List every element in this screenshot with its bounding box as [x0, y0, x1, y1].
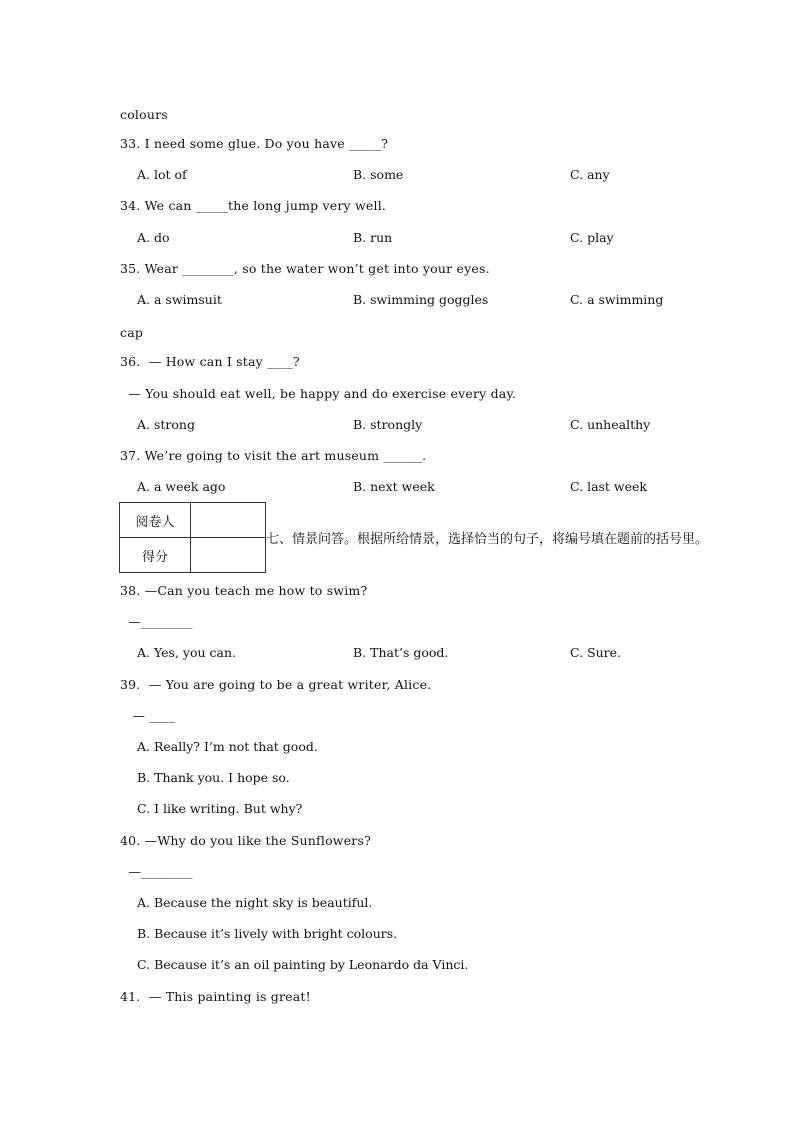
q33-option-c[interactable]: C. any: [570, 167, 610, 182]
q40-option-a[interactable]: A. Because the night sky is beautiful.: [137, 895, 373, 910]
question-36-reply: — You should eat well, be happy and do exercise every day.: [120, 386, 517, 401]
q33-option-b[interactable]: B. some: [353, 167, 404, 182]
question-33: 33. I need some glue. Do you have _____?: [120, 136, 389, 151]
score-field[interactable]: [191, 538, 266, 573]
score-label: 得分: [120, 538, 191, 573]
question-38: 38. —Can you teach me how to swim?: [120, 583, 368, 598]
text-continuation: colours: [120, 107, 168, 122]
q36-option-a[interactable]: A. strong: [137, 417, 195, 432]
q38-option-b[interactable]: B. That’s good.: [353, 645, 449, 660]
q35-option-c[interactable]: C. a swimming: [570, 292, 664, 307]
q36-option-b[interactable]: B. strongly: [353, 417, 423, 432]
q37-option-b[interactable]: B. next week: [353, 479, 435, 494]
text-continuation: cap: [120, 325, 144, 340]
question-40-reply: —________: [120, 864, 193, 879]
question-41: 41. — This painting is great!: [120, 989, 311, 1004]
q35-option-b[interactable]: B. swimming goggles: [353, 292, 489, 307]
q35-option-a[interactable]: A. a swimsuit: [137, 292, 222, 307]
q39-option-c[interactable]: C. I like writing. But why?: [137, 801, 303, 816]
q33-option-a[interactable]: A. lot of: [137, 167, 187, 182]
question-37: 37. We’re going to visit the art museum ______.: [120, 448, 427, 463]
score-box: [119, 502, 266, 573]
reviewer-label: 阅卷人: [120, 503, 191, 538]
q34-option-a[interactable]: A. do: [137, 230, 170, 245]
question-36: 36. — How can I stay ____?: [120, 354, 300, 369]
question-39-reply: — ____: [120, 708, 176, 723]
question-38-reply: —________: [120, 614, 193, 629]
q37-option-a[interactable]: A. a week ago: [137, 479, 226, 494]
q39-option-a[interactable]: A. Really? I’m not that good.: [137, 739, 318, 754]
reviewer-field[interactable]: [191, 503, 266, 538]
question-40: 40. —Why do you like the Sunflowers?: [120, 833, 371, 848]
section-title: 七、情景问答。根据所给情景，选择恰当的句子，将编号填在题前的括号里。: [266, 532, 709, 547]
q38-option-a[interactable]: A. Yes, you can.: [137, 645, 236, 660]
q36-option-c[interactable]: C. unhealthy: [570, 417, 651, 432]
question-35: 35. Wear ________, so the water won’t get into your eyes.: [120, 261, 490, 276]
q37-option-c[interactable]: C. last week: [570, 479, 647, 494]
q39-option-b[interactable]: B. Thank you. I hope so.: [137, 770, 290, 785]
question-39: 39. — You are going to be a great writer, Alice.: [120, 677, 432, 692]
q34-option-c[interactable]: C. play: [570, 230, 614, 245]
q40-option-c[interactable]: C. Because it’s an oil painting by Leonardo da Vinci.: [137, 957, 469, 972]
q38-option-c[interactable]: C. Sure.: [570, 645, 622, 660]
q40-option-b[interactable]: B. Because it’s lively with bright colours.: [137, 926, 398, 941]
q34-option-b[interactable]: B. run: [353, 230, 393, 245]
question-34: 34. We can _____the long jump very well.: [120, 198, 387, 213]
